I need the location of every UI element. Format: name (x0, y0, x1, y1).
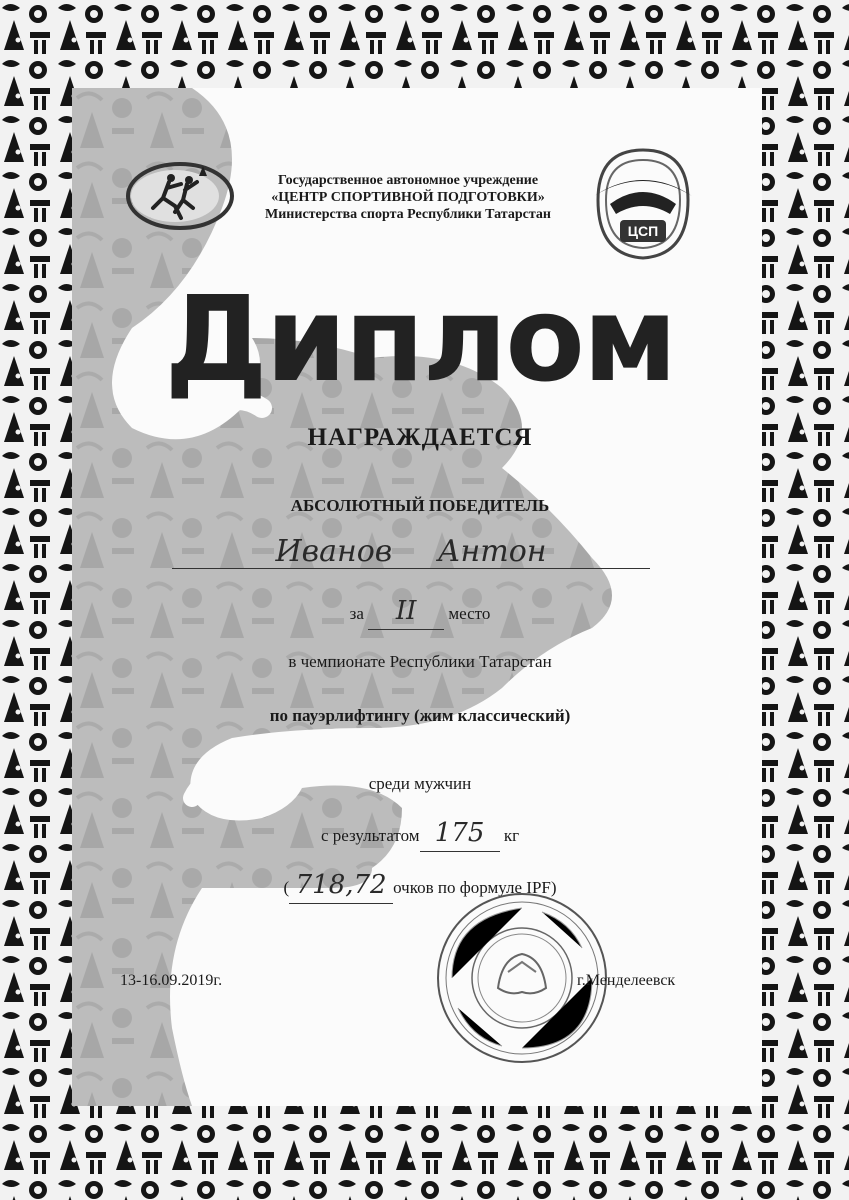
recipient-underline (172, 568, 650, 569)
header-line-2: «ЦЕНТР СПОРТИВНОЙ ПОДГОТОВКИ» (271, 190, 545, 205)
result-row (150, 818, 690, 852)
winner-label: АБСОЛЮТНЫЙ ПОБЕДИТЕЛЬ (290, 496, 550, 515)
result-prefix: с результатом (320, 826, 420, 845)
event-city: г.Менделеевск (577, 972, 676, 989)
result-blank (420, 818, 500, 852)
points-suffix: очков по формуле IPF) (393, 878, 557, 897)
discipline-text: по пауэрлифтингу (жим классический) (269, 706, 571, 725)
place-prefix: за (349, 604, 364, 623)
header-line-1: Государственное автономное учреждение (277, 173, 539, 188)
recipient-first-name: Иванов (275, 534, 393, 569)
institution-header (228, 172, 588, 223)
tsp-emblem-label: ЦСП (627, 223, 659, 239)
points-open-paren: ( (283, 878, 290, 897)
awarded-heading: НАГРАЖДАЕТСЯ (307, 424, 533, 451)
header-line-3: Министерства спорта Республики Татарстан (265, 207, 551, 222)
recipient-last-name: Антон (437, 534, 547, 569)
championship-text: в чемпионате Республики Татарстан (288, 652, 552, 671)
diploma-title: Диплом (164, 270, 676, 408)
place-blank (368, 596, 444, 630)
result-value: 175 (434, 818, 485, 848)
event-date: 13-16.09.2019г. (120, 972, 223, 989)
category-text: среди мужчин (368, 774, 472, 793)
recipient-name (172, 534, 650, 569)
points-blank (289, 870, 393, 904)
sports-center-logo (123, 160, 238, 232)
place-row (150, 596, 690, 630)
points-value: 718,72 (295, 870, 387, 900)
place-suffix: место (448, 604, 491, 623)
result-unit: кг (503, 826, 520, 845)
tsp-emblem (588, 140, 698, 270)
place-value: II (395, 596, 417, 626)
